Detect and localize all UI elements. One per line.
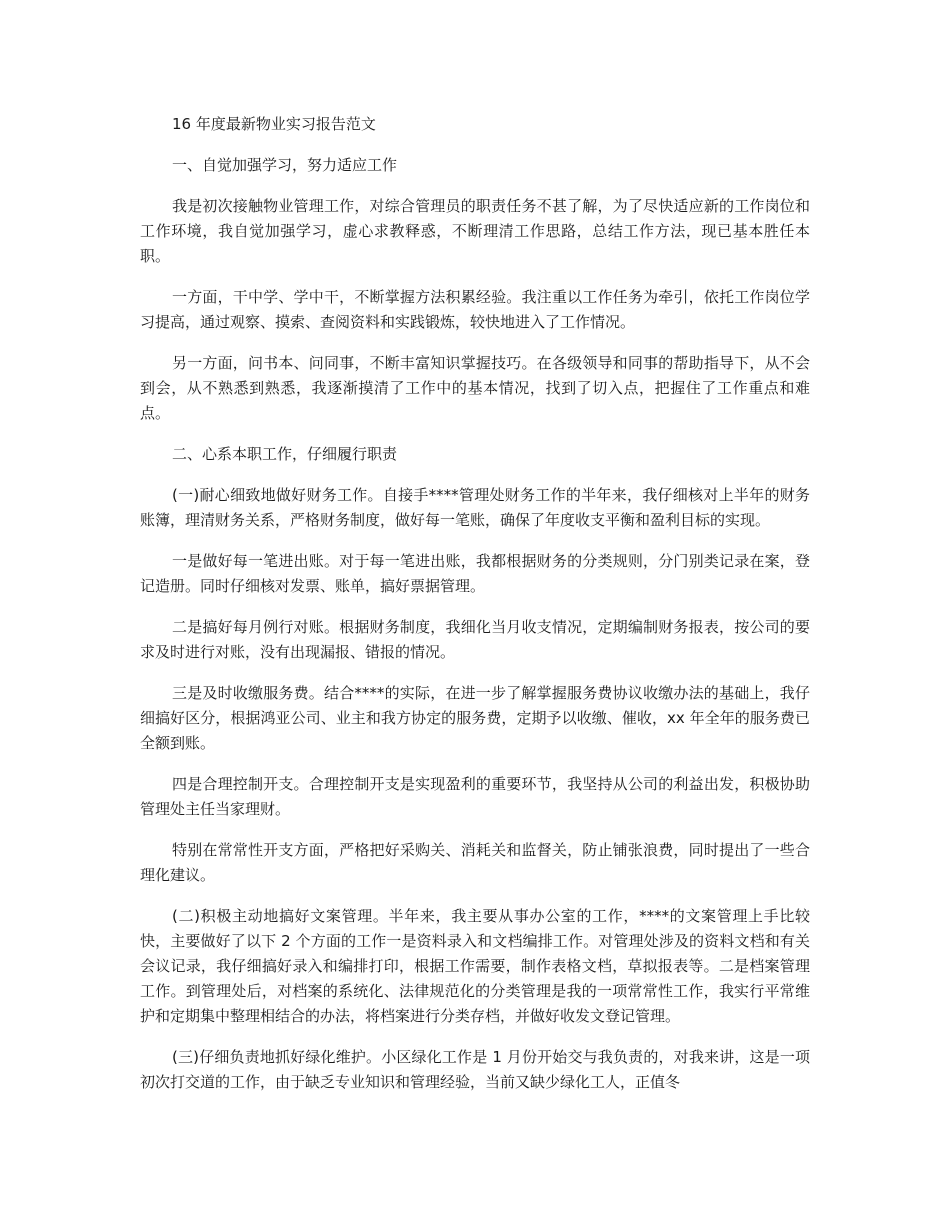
paragraph-3: 另一方面，问书本、问同事，不断丰富知识掌握技巧。在各级领导和同事的帮助指导下，从不会到会，从不熟悉到熟悉，我逐渐摸清了工作中的基本情况，找到了切入点，把握住了工作重点和难点。	[140, 354, 810, 422]
section-heading-2: 二、心系本职工作，仔细履行职责	[172, 445, 398, 463]
paragraph-1: 我是初次接触物业管理工作，对综合管理员的职责任务不甚了解，为了尽快适应新的工作岗位和工作环境，我自觉加强学习，虚心求教释惑，不断理清工作思路，总结工作方法，现已基本胜任本职。	[140, 197, 810, 265]
paragraph-6: 二是搞好每月例行对账。根据财务制度，我细化当月收支情况，定期编制财务报表，按公司的要求及时进行对账，没有出现漏报、错报的情况。	[140, 618, 810, 661]
document-title: 16 年度最新物业实习报告范文	[172, 115, 376, 133]
paragraph-8: 四是合理控制开支。合理控制开支是实现盈利的重要环节，我坚持从公司的利益出发，积极协助管理处主任当家理财。	[140, 775, 810, 818]
section-heading-1: 一、自觉加强学习，努力适应工作	[172, 156, 398, 174]
paragraph-4: (一)耐心细致地做好财务工作。自接手****管理处财务工作的半年来，我仔细核对上半年的财务账簿，理清财务关系，严格财务制度，做好每一笔账，确保了年度收支平衡和盈利目标的实现。	[140, 486, 810, 529]
paragraph-11: (三)仔细负责地抓好绿化维护。小区绿化工作是 1 月份开始交与我负责的，对我来讲，这是一项初次打交道的工作，由于缺乏专业知识和管理经验，当前又缺少绿化工人，正值冬	[140, 1048, 810, 1091]
paragraph-5: 一是做好每一笔进出账。对于每一笔进出账，我都根据财务的分类规则，分门别类记录在案，登记造册。同时仔细核对发票、账单，搞好票据管理。	[140, 552, 810, 595]
document-page	[140, 112, 810, 1111]
paragraph-2: 一方面，干中学、学中干，不断掌握方法积累经验。我注重以工作任务为牵引，依托工作岗位学习提高，通过观察、摸索、查阅资料和实践锻炼，较快地进入了工作情况。	[140, 288, 810, 331]
paragraph-9: 特别在常常性开支方面，严格把好采购关、消耗关和监督关，防止铺张浪费，同时提出了一些合理化建议。	[140, 841, 810, 884]
paragraph-7: 三是及时收缴服务费。结合****的实际，在进一步了解掌握服务费协议收缴办法的基础上，我仔细搞好区分，根据鸿亚公司、业主和我方协定的服务费，定期予以收缴、催收，xx 年全年的服务费已全额到账。	[140, 684, 810, 752]
paragraph-10: (二)积极主动地搞好文案管理。半年来，我主要从事办公室的工作，****的文案管理上手比较快，主要做好了以下 2 个方面的工作一是资料录入和文档编排工作。对管理处涉及的资料文档和有关会议记录，我仔细搞好录入和编排打印，根据工作需要，制作表格文档，草拟报表等。二是档案管理工作。到管理处后，对档案的系统化、法律规范化的分类管理是我的一项常常性工作，我实行平常维护和定期集中整理相结合的办法，将档案进行分类存档，并做好收发文登记管理。	[140, 907, 810, 1025]
